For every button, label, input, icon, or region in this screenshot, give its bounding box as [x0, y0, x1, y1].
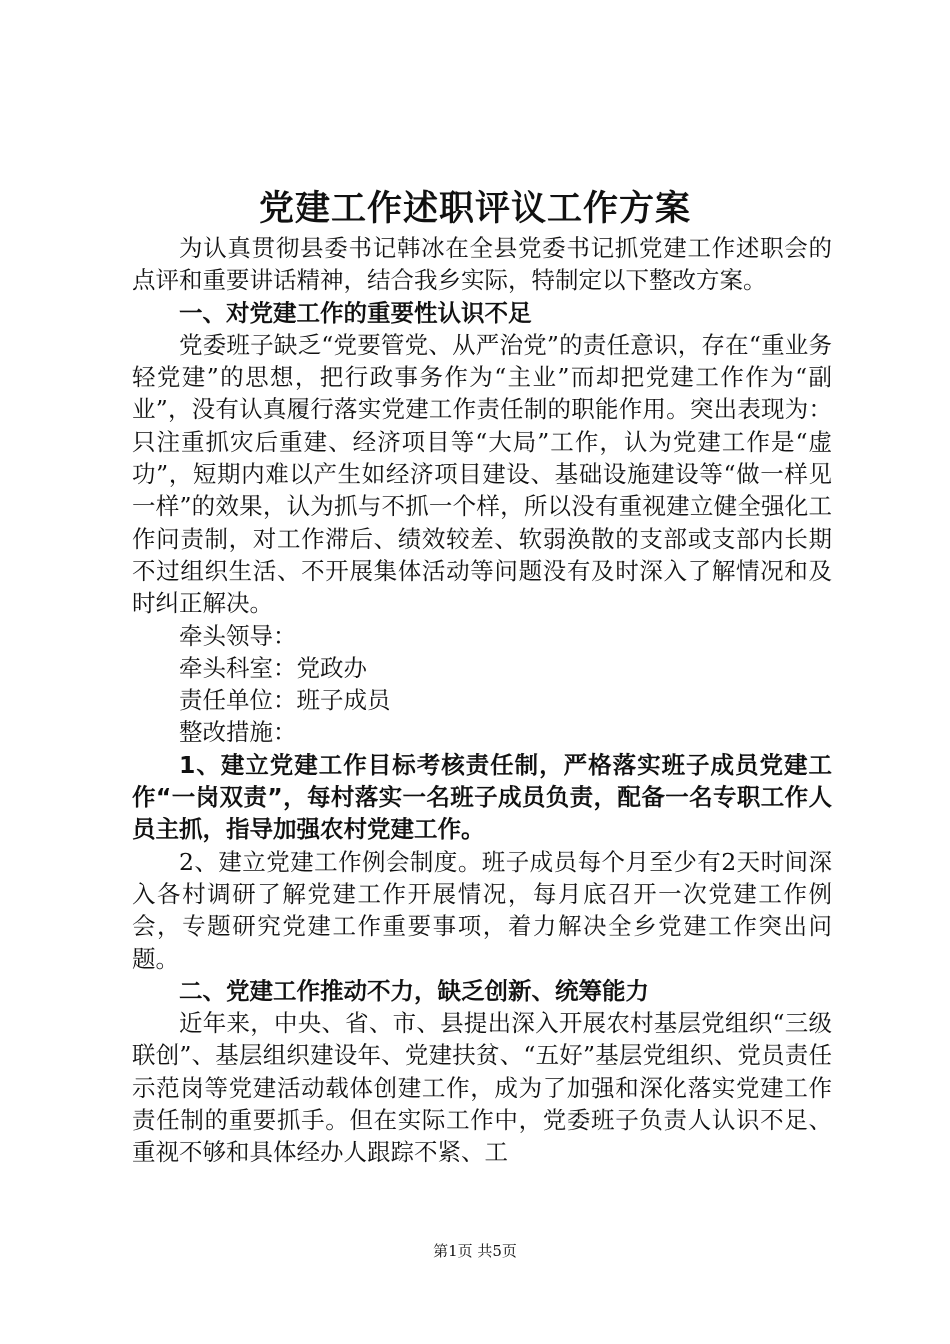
intro-paragraph: 为认真贯彻县委书记韩冰在全县党委书记抓党建工作述职会的点评和重要讲话精神，结合我乡实际，特制定以下整改方案。	[132, 234, 832, 295]
measures-heading: 整改措施：	[179, 718, 297, 747]
section-heading-2: 二、党建工作推动不力，缺乏创新、统筹能力	[179, 976, 649, 1005]
measure-1: 1、建立党建工作目标考核责任制，严格落实班子成员党建工作“一岗双责”，每村落实一名班子成员负责，配备一名专职工作人员主抓，指导加强农村党建工作。	[132, 750, 832, 844]
document-body	[132, 232, 832, 1169]
measure-2: 2、建立党建工作例会制度。班子成员每个月至少有2天时间深入各村调研了解党建工作开展情况，每月底召开一次党建工作例会，专题研究党建工作重要事项，着力解决全乡党建工作突出问题。	[132, 847, 832, 973]
section-heading-1: 一、对党建工作的重要性认识不足	[179, 298, 532, 327]
body-paragraph: 近年来，中央、省、市、县提出深入开展农村基层党组织“三级联创”、基层组织建设年、党建扶贫、“五好”基层党组织、党员责任示范岗等党建活动载体创建工作，成为了加强和深化落实党建工作责任制的重要抓手。但在实际工作中，党委班子负责人认识不足、重视不够和具体经办人跟踪不紧、工	[132, 1009, 832, 1167]
lead-leader-line: 牵头领导：	[179, 621, 297, 650]
responsible-unit-line: 责任单位：班子成员	[179, 686, 391, 715]
page-number: 第1页 共5页	[433, 1242, 517, 1260]
document-title: 党建工作述职评议工作方案	[258, 188, 691, 229]
body-paragraph: 党委班子缺乏“党要管党、从严治党”的责任意识，存在“重业务轻党建”的思想，把行政事务作为“主业”而却把党建工作作为“副业”，没有认真履行落实党建工作责任制的职能作用。突出表现为：只注重抓灾后重建、经济项目等“大局”工作，认为党建工作是“虚功”，短期内难以产生如经济项目建设、基础设施建设等“做一样见一样”的效果，认为抓与不抓一个样，所以没有重视建立健全强化工作问责制，对工作滞后、绩效较差、软弱涣散的支部或支部内长期不过组织生活、不开展集体活动等问题没有及时深入了解情况和及时纠正解决。	[132, 330, 832, 618]
lead-office-line: 牵头科室：党政办	[179, 653, 367, 682]
